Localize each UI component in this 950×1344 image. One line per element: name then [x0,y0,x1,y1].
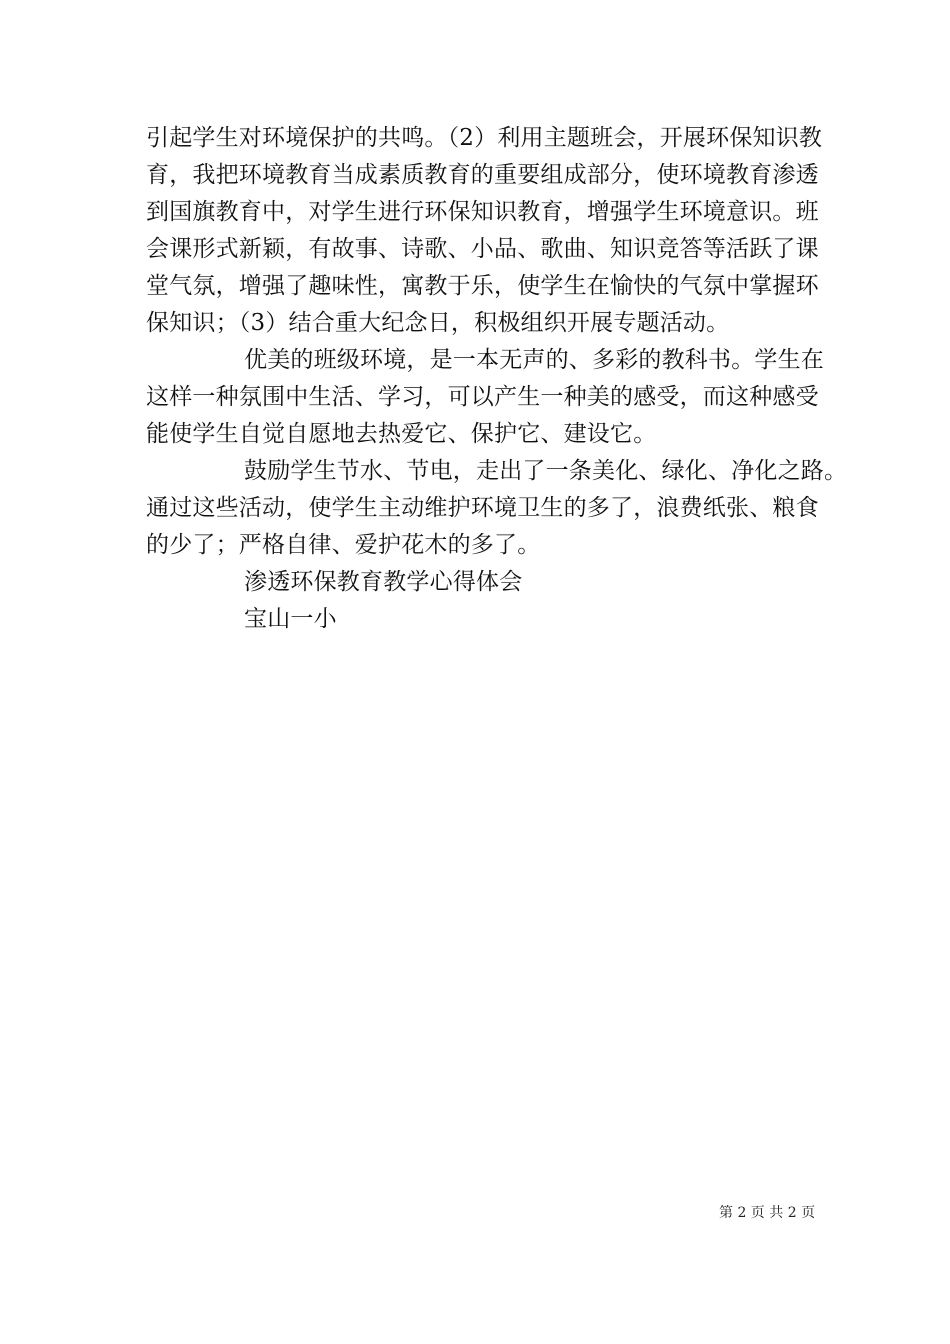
text-line: 保知识；（3）结合重大纪念日，积极组织开展专题活动。 [146,310,730,336]
text-line: 育，我把环境教育当成素质教育的重要组成部分，使环境教育渗透 [146,162,819,188]
text-line: 到国旗教育中，对学生进行环保知识教育，增强学生环境意识。班 [146,199,819,225]
text-line: 会课形式新颖，有故事、诗歌、小品、歌曲、知识竞答等活跃了课 [146,236,819,262]
text-line: 通过这些活动，使学生主动维护环境卫生的多了，浪费纸张、粮食 [146,495,819,521]
author-line: 宝山一小 [244,606,337,632]
page-number-footer: 第 2 页 共 2 页 [719,1205,816,1221]
text-line: 优美的班级环境，是一本无声的、多彩的教科书。学生在 [244,347,824,373]
document-title-line: 渗透环保教育教学心得体会 [244,569,523,595]
text-line: 鼓励学生节水、节电，走出了一条美化、绿化、净化之路。 [244,458,848,484]
text-line: 引起学生对环境保护的共鸣。（2）利用主题班会，开展环保知识教 [146,125,823,151]
text-line: 这样一种氛围中生活、学习，可以产生一种美的感受，而这种感受 [146,384,819,410]
text-line: 能使学生自觉自愿地去热爱它、保护它、建设它。 [146,421,657,447]
text-line: 堂气氛，增强了趣味性，寓教于乐，使学生在愉快的气氛中掌握环 [146,273,819,299]
text-line: 的少了；严格自律、爱护花木的多了。 [146,532,541,558]
